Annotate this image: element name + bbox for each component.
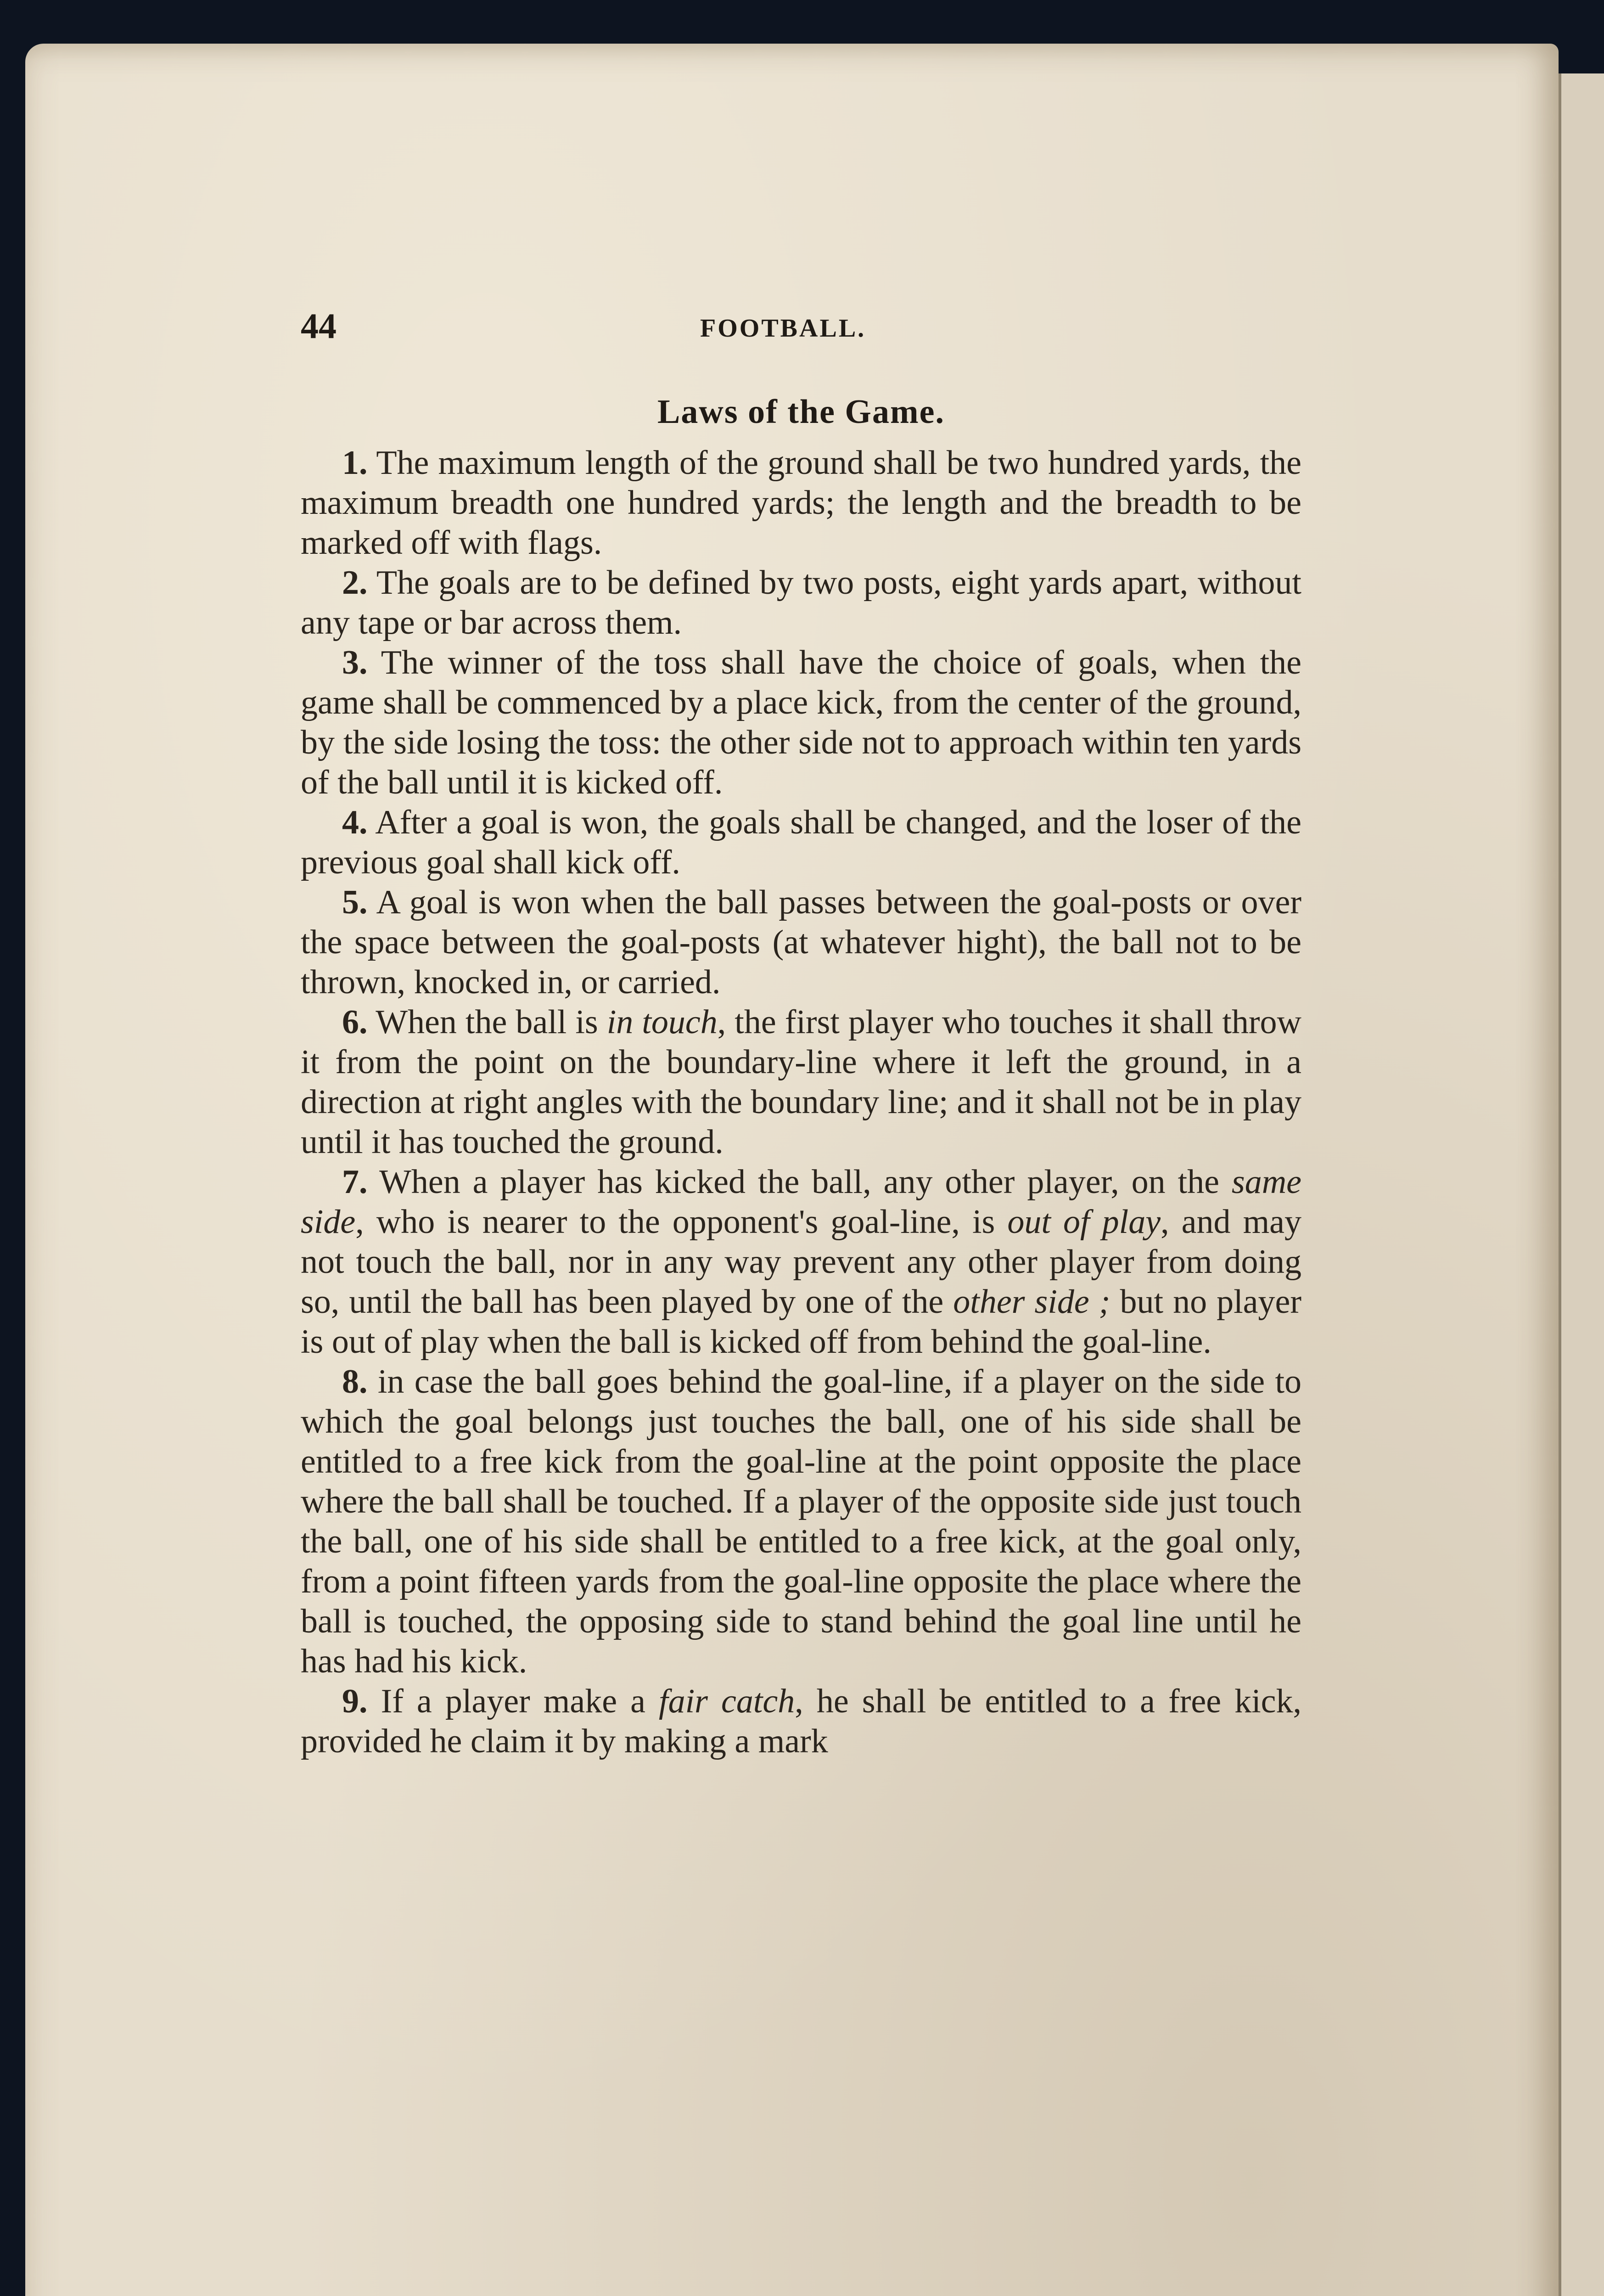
law-text: , and may not touch the ball, nor in any way prevent any other player from doing so, until the ball has been played by one of the [301, 1203, 1302, 1321]
law-paragraph [301, 1362, 1301, 1682]
section-title: Laws of the Game. [657, 393, 945, 431]
running-head: FOOTBALL. [700, 314, 866, 343]
law-text: , the first player who touches it shall throw it from the point on the boundary-line where it left the ground, in a direction at right angles with the boundary line; and it shall not be in play until it has touched the ground. [301, 1003, 1301, 1161]
law-italic-term: in touch [606, 1003, 718, 1041]
law-text: , who is nearer to the opponent's goal-line, is [355, 1203, 1008, 1241]
law-paragraph [301, 643, 1301, 803]
law-paragraph [301, 1002, 1301, 1162]
law-number: 4. [342, 804, 368, 841]
law-paragraph [301, 1682, 1301, 1761]
law-text: , he shall be entitled to a free kick, provided he claim it by making a mark [301, 1683, 1302, 1760]
law-text: in case the ball goes behind the goal-line, if a player on the side to which the goal belongs just touches the ball, one of his side shall be entitled to a free kick from the goal-line at the point opposite the place where the ball shall be touched. If a player of the opposite side just touch the ball, one of his side shall be entitled to a free kick, at the goal only, from a point fifteen yards from the goal-line opposite the place where the ball is touched, the opposing side to stand behind the goal line until he has had his kick. [301, 1363, 1302, 1680]
law-number: 3. [342, 644, 368, 681]
law-number: 9. [342, 1683, 368, 1720]
law-paragraph [301, 1162, 1301, 1362]
page-number: 44 [301, 306, 337, 346]
laws-body-text [301, 443, 1301, 1761]
law-italic-term: out of play [1007, 1203, 1161, 1241]
law-italic-term: same side [301, 1163, 1301, 1241]
law-italic-term: other side ; [953, 1283, 1110, 1321]
law-number: 2. [342, 564, 368, 602]
law-paragraph [301, 443, 1301, 563]
law-text: The winner of the toss shall have the choice of goals, when the game shall be commenced by a place kick, from the center of the ground, by the side losing the toss: the other side not to approach within ten yards of the ball until it is kicked off. [301, 644, 1301, 801]
law-text: A goal is won when the ball passes between the goal-posts or over the space between the goal-posts (at whatever hight), the ball not to be thrown, knocked in, or carried. [301, 884, 1301, 1001]
law-text: The goals are to be defined by two posts, eight yards apart, without any tape or bar across them. [301, 564, 1301, 642]
law-number: 5. [342, 884, 368, 921]
law-text: If a player make a [381, 1683, 659, 1720]
adjacent-page-edge [1559, 73, 1604, 2296]
law-text: but no player is out of play when the ball is kicked off from behind the goal-line. [301, 1283, 1301, 1361]
law-paragraph [301, 563, 1301, 643]
law-text: When the ball is [376, 1003, 607, 1041]
law-number: 6. [342, 1003, 368, 1041]
law-paragraph [301, 883, 1301, 1002]
law-text: After a goal is won, the goals shall be changed, and the loser of the previous goal shall kick off. [301, 804, 1301, 881]
law-paragraph [301, 803, 1301, 883]
law-number: 7. [342, 1163, 368, 1201]
law-text: When a player has kicked the ball, any other player, on the [379, 1163, 1232, 1201]
law-text: The maximum length of the ground shall be two hundred yards, the maximum breadth one hundred yards; the length and the breadth to be marked off with flags. [301, 444, 1301, 562]
page-header [301, 305, 1301, 351]
law-italic-term: fair catch [659, 1683, 795, 1720]
law-number: 1. [342, 444, 368, 482]
law-number: 8. [342, 1363, 368, 1401]
